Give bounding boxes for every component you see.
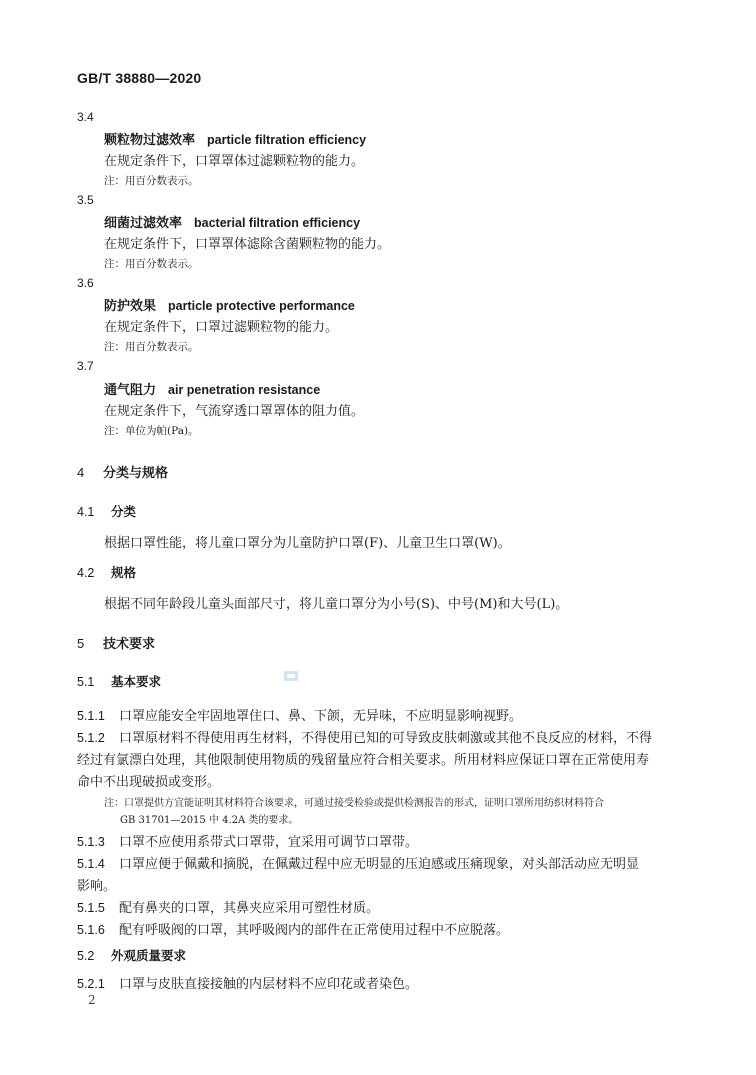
clause [77, 705, 522, 724]
subsection-heading [77, 502, 136, 520]
clause [77, 853, 639, 872]
term-heading [104, 129, 366, 148]
term-en: air penetration resistance [168, 383, 321, 397]
section-title: 技术要求 [103, 636, 156, 651]
clause-note-continued: GB 31701—2015 中 4.2A 类的要求。 [120, 815, 299, 826]
subsection-number: 4.1 [77, 505, 95, 519]
term-definition: 在规定条件下，口罩罩体滤除含菌颗粒物的能力。 [104, 237, 391, 252]
clause-number: 5.2.1 [77, 977, 105, 991]
term-zh: 颗粒物过滤效率 [104, 133, 196, 148]
subsection-heading [77, 563, 136, 581]
clause-text: 配有呼吸阀的口罩，其呼吸阀内的部件在正常使用过程中不应脱落。 [119, 923, 510, 938]
subsection-title: 外观质量要求 [111, 949, 187, 963]
subsection-heading [77, 946, 186, 964]
clause-text: 口罩原材料不得使用再生材料，不得使用已知的可导致皮肤刺激或其他不良反应的材料，不得 [119, 731, 653, 746]
term-zh: 防护效果 [104, 299, 157, 314]
term-number: 3.7 [77, 359, 94, 373]
term-definition: 在规定条件下，口罩过滤颗粒物的能力。 [104, 320, 339, 335]
subsection-title: 分类 [111, 505, 137, 519]
term-number: 3.5 [77, 193, 94, 207]
subsection-number: 5.2 [77, 949, 95, 963]
clause-text: 口罩与皮肤直接接触的内层材料不应印花或者染色。 [119, 977, 419, 992]
term-zh: 通气阻力 [104, 383, 157, 398]
subsection-heading [77, 672, 161, 690]
section-number: 5 [77, 636, 85, 651]
clause-number: 5.1.6 [77, 923, 105, 937]
clause [77, 831, 418, 850]
term-number: 3.4 [77, 110, 94, 124]
clause-note: 注：口罩提供方宜能证明其材料符合该要求，可通过接受检验或提供检测报告的形式，证明口罩所用纺织材料符合 [104, 798, 604, 809]
term-definition: 在规定条件下，气流穿透口罩罩体的阻力值。 [104, 404, 365, 419]
subsection-number: 5.1 [77, 675, 95, 689]
subsection-title: 基本要求 [111, 675, 162, 689]
clause-text-continued: 命中不出现破损或变形。 [77, 775, 221, 790]
clause [77, 727, 652, 746]
section-heading [77, 462, 168, 481]
paragraph: 根据口罩性能，将儿童口罩分为儿童防护口罩(F)、儿童卫生口罩(W)。 [104, 536, 511, 551]
term-en: bacterial filtration efficiency [194, 216, 361, 230]
clause-number: 5.1.3 [77, 835, 105, 849]
subsection-title: 规格 [111, 566, 137, 580]
clause-number: 5.1.2 [77, 731, 105, 745]
clause [77, 897, 379, 916]
term-heading [104, 212, 360, 231]
clause [77, 919, 509, 938]
term-en: particle filtration efficiency [207, 133, 367, 147]
section-title: 分类与规格 [103, 465, 169, 480]
clause-number: 5.1.5 [77, 901, 105, 915]
clause-text: 配有鼻夹的口罩，其鼻夹应采用可塑性材质。 [119, 901, 380, 916]
clause-text-continued: 影响。 [77, 879, 117, 894]
clause-text: 口罩应能安全牢固地罩住口、鼻、下颌，无异味，不应明显影响视野。 [119, 709, 523, 724]
page-number: 2 [88, 993, 96, 1007]
section-number: 4 [77, 465, 85, 480]
term-definition: 在规定条件下，口罩罩体过滤颗粒物的能力。 [104, 154, 365, 169]
term-heading [104, 295, 355, 314]
clause-text-continued: 经过有氯漂白处理，其他限制使用物质的残留量应符合相关要求。所用材料应保证口罩在正常使用寿 [77, 753, 650, 768]
standard-id: GB/T 38880—2020 [77, 70, 202, 86]
term-note: 注：用百分数表示。 [104, 341, 199, 353]
section-heading [77, 633, 155, 652]
clause-text: 口罩应便于佩戴和摘脱，在佩戴过程中应无明显的压迫感或压痛现象，对头部活动应无明显 [119, 857, 640, 872]
term-zh: 细菌过滤效率 [104, 216, 183, 231]
clause-number: 5.1.1 [77, 709, 105, 723]
term-note: 注：用百分数表示。 [104, 258, 199, 270]
subsection-number: 4.2 [77, 566, 95, 580]
term-number: 3.6 [77, 276, 94, 290]
term-note: 注：单位为帕(Pa)。 [104, 425, 199, 437]
watermark-logo [283, 668, 299, 684]
term-heading [104, 379, 320, 398]
clause-text: 口罩不应使用系带式口罩带，宜采用可调节口罩带。 [119, 835, 419, 850]
term-en: particle protective performance [168, 299, 355, 313]
clause [77, 973, 418, 992]
term-note: 注：用百分数表示。 [104, 175, 199, 187]
clause-number: 5.1.4 [77, 857, 105, 871]
paragraph: 根据不同年龄段儿童头面部尺寸，将儿童口罩分为小号(S)、中号(M)和大号(L)。 [104, 597, 569, 612]
